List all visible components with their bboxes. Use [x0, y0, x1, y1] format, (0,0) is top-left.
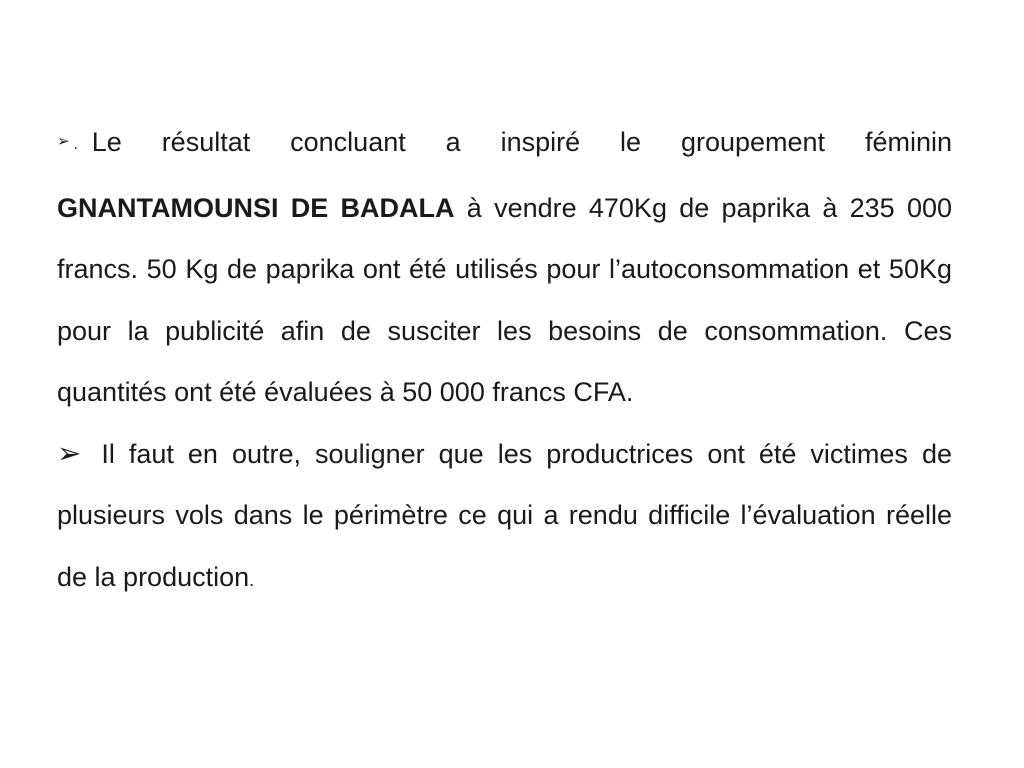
arrow-bullet-icon: ➢ [57, 133, 70, 151]
bullet-paragraph-1 [57, 112, 952, 424]
group-name: GNANTAMOUNSI DE BADALA [57, 192, 455, 223]
bullet-marker-suffix: . [73, 136, 78, 153]
bullet-paragraph-2 [57, 424, 952, 612]
slide-content [57, 112, 952, 692]
paragraph-text-start: Le résultat concluant a inspiré le groupement féminin [91, 127, 952, 157]
paragraph-text: Il faut en outre, souligner que les productrices ont été victimes de plusieurs vols dans le périmètre ce qui a rendu difficile l’évaluation réelle de la production [57, 438, 952, 592]
paragraph-text-end: à vendre 470Kg de paprika à 235 000 francs. 50 Kg de paprika ont été utilisés pour l’autoconsommation et 50Kg pour la publicité afin de susciter les besoins de consommation. Ces quantités ont été évaluées à 50 000 francs CFA. [57, 192, 952, 407]
arrow-bullet-icon: ➢ [57, 437, 82, 470]
paragraph-trailing-period: . [249, 569, 255, 590]
